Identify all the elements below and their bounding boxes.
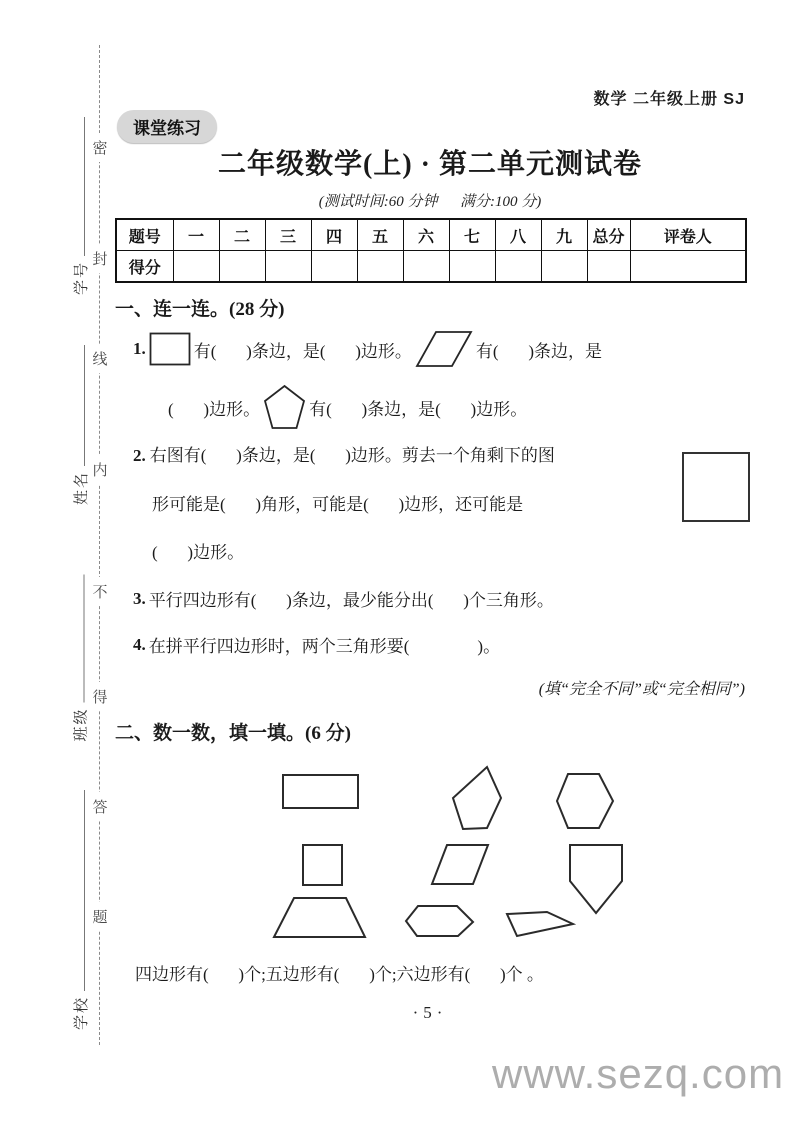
student-number-field [69, 117, 91, 295]
question-1-line-1 [133, 328, 602, 370]
section2-heading: 二、数一数，填一填。(6 分) [115, 723, 351, 744]
score-cell [403, 251, 449, 283]
school-label: 学校 [72, 995, 90, 1030]
score-cell [265, 251, 311, 283]
figure-irregular-quadrilateral [507, 912, 573, 936]
seal-char-de: 得 [91, 682, 109, 711]
score-cell [173, 251, 219, 283]
seal-char-da: 答 [91, 792, 109, 821]
seal-char-nei: 内 [91, 455, 109, 484]
score-row-label: 得分 [116, 251, 173, 283]
figure-trapezoid [274, 898, 365, 937]
col-9: 九 [541, 219, 587, 251]
question-2 [133, 432, 678, 577]
seal-char-feng: 封 [91, 244, 109, 273]
figure-rectangle [283, 775, 358, 808]
figure-hexagon [557, 774, 613, 828]
figure-parallelogram [432, 845, 488, 884]
score-cell [630, 251, 746, 283]
edition-header: 数学 二年级上册 SJ [593, 91, 745, 108]
question-1-text-3: ( )边形。 [168, 399, 261, 419]
question-1-number: 1. [133, 339, 146, 358]
question-2-line-3: ( )边形。 [152, 543, 245, 562]
score-cell [219, 251, 265, 283]
class-label: 班级 [72, 707, 89, 742]
question-1-text-1: 有( )条边，是( )边形。 [193, 341, 412, 361]
school-field [69, 790, 91, 1030]
score-table-header-row [116, 219, 746, 251]
question-1-text-4: 有( )条边，是( )边形。 [309, 399, 528, 419]
page-number: ·5· [412, 1003, 448, 1022]
question-2-line-1 [133, 432, 678, 481]
seal-char-ti: 题 [91, 902, 109, 931]
figure-square [303, 845, 342, 885]
score-table-score-row [116, 251, 746, 283]
count-fill-line [135, 960, 544, 985]
question-3 [133, 586, 554, 611]
watermark: www.sezq.com [492, 1050, 785, 1097]
class-fill-line [83, 575, 85, 703]
paper-subtitle: (测试时间:60 分钟 满分:100 分) [318, 194, 542, 210]
col-grader: 评卷人 [630, 219, 746, 251]
practice-badge: 课堂练习 [117, 110, 217, 143]
count-fill-text: 四边形有( )个;五边形有( )个;六边形有( )个 。 [135, 965, 544, 984]
score-cell [311, 251, 357, 283]
question-4 [133, 632, 500, 657]
col-1: 一 [173, 219, 219, 251]
question-3-number: 3. [133, 588, 146, 608]
question-2-text-1: 右图有( )条边，是( )边形。剪去一个角剩下的图 [149, 446, 555, 465]
col-total: 总分 [587, 219, 630, 251]
parallelogram-shape [415, 330, 473, 368]
question-4-number: 4. [133, 634, 146, 654]
rectangle-shape [149, 332, 191, 366]
shapes-figure [250, 755, 670, 945]
student-number-fill-line [83, 117, 85, 256]
name-fill-line [83, 345, 85, 466]
square-figure-question-2 [682, 452, 750, 522]
question-1-text-2: 有( )条边，是 [475, 341, 602, 361]
col-3: 三 [265, 219, 311, 251]
score-cell [449, 251, 495, 283]
seal-char-xian: 线 [91, 344, 109, 373]
question-4-hint: (填“完全不同”或“完全相同”) [538, 681, 745, 698]
col-question-number: 题号 [116, 219, 173, 251]
question-2-line-2: 形可能是( )角形，可能是( )边形，还可能是 [152, 495, 524, 514]
pentagon-shape [263, 384, 306, 431]
col-7: 七 [449, 219, 495, 251]
seal-char-mi: 密 [91, 133, 109, 162]
section1-heading: 一、连一连。(28 分) [115, 299, 285, 320]
col-4: 四 [311, 219, 357, 251]
seal-dashed-line [99, 45, 100, 1045]
school-fill-line [83, 790, 85, 991]
score-cell [541, 251, 587, 283]
figure-pentagon-point-down [570, 845, 622, 913]
figure-irregular-pentagon [453, 767, 501, 829]
score-cell [357, 251, 403, 283]
class-field [69, 575, 91, 742]
col-5: 五 [357, 219, 403, 251]
question-2-number: 2. [133, 446, 146, 465]
question-1-line-2 [168, 381, 527, 433]
col-8: 八 [495, 219, 541, 251]
col-2: 二 [219, 219, 265, 251]
name-field [69, 345, 91, 505]
score-cell [495, 251, 541, 283]
figure-flat-hexagon [406, 906, 473, 936]
score-cell [587, 251, 630, 283]
question-3-text: 平行四边形有( )条边，最少能分出( )个三角形。 [148, 591, 554, 610]
question-4-text: 在拼平行四边形时，两个三角形要( )。 [148, 637, 501, 656]
score-table [115, 218, 747, 283]
name-label: 姓名 [72, 470, 90, 505]
seal-char-bu: 不 [91, 577, 109, 606]
paper-title: 二年级数学(上) · 第二单元测试卷 [218, 149, 642, 180]
student-number-label: 学号 [72, 260, 90, 295]
col-6: 六 [403, 219, 449, 251]
